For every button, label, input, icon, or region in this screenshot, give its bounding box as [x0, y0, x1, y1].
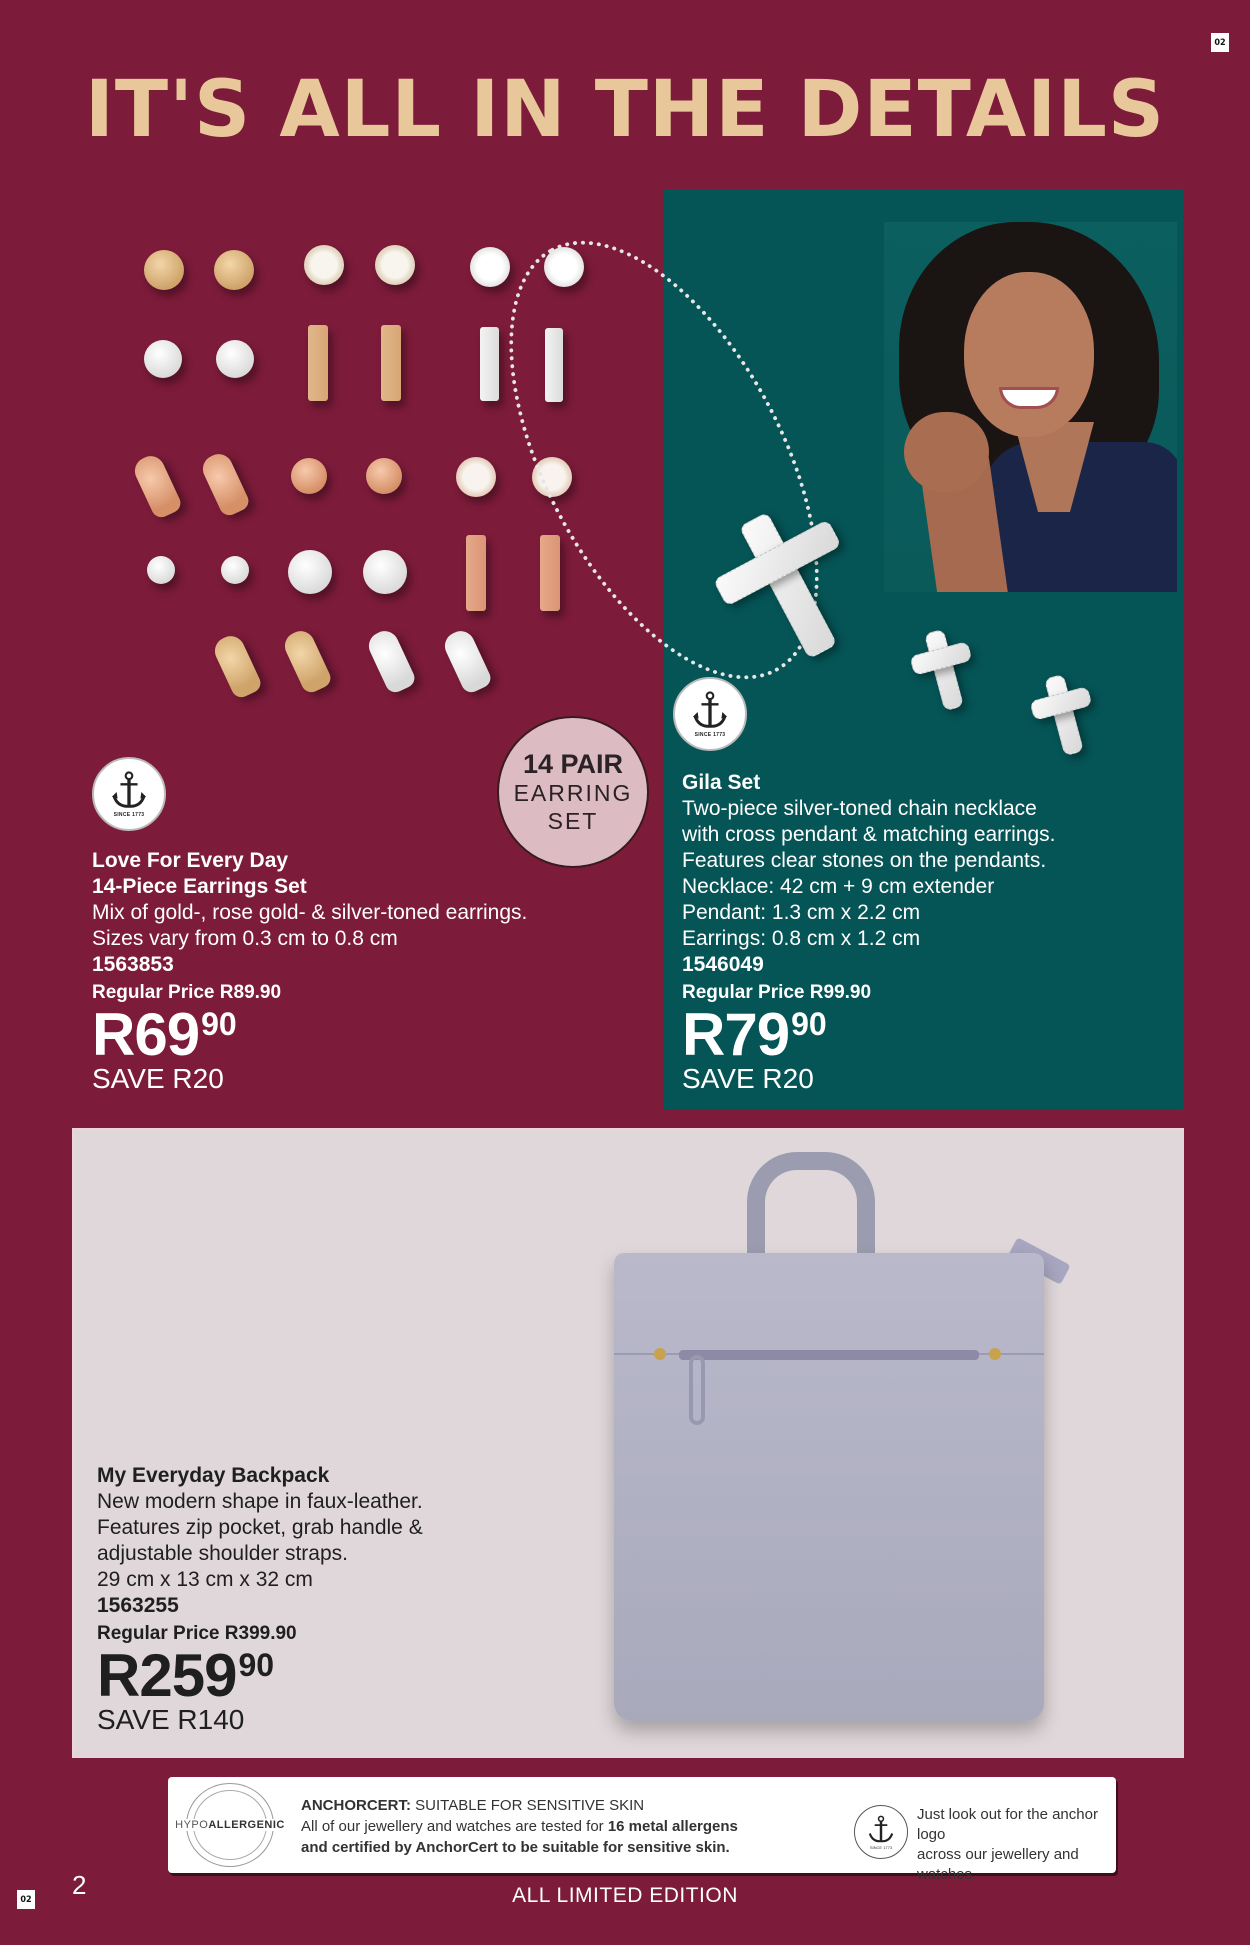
backpack-product-image	[584, 1140, 1084, 1740]
savings-label: SAVE R20	[92, 1063, 224, 1094]
product-backpack	[97, 1463, 423, 1735]
product-description: with cross pendant & matching earrings.	[682, 823, 1056, 846]
earring-silver-wave	[440, 627, 493, 696]
earring-rose-wave	[198, 450, 251, 519]
product-name: Gila Set	[682, 771, 761, 794]
anchor-icon	[867, 1815, 895, 1845]
sale-price-main: R79	[682, 1001, 790, 1068]
bag-zip-pocket	[679, 1350, 979, 1360]
product-description: Necklace: 42 cm + 9 cm extender	[682, 875, 995, 898]
since-label: SINCE 1773	[869, 1844, 893, 1850]
sale-price	[97, 1642, 423, 1709]
anchor-icon	[110, 771, 148, 811]
anchor-icon	[691, 691, 729, 731]
hypoallergenic-label: HYPOALLERGENIC	[175, 1819, 285, 1831]
regular-price: Regular Price R399.90	[97, 1623, 297, 1644]
anchor-certification-badge	[92, 757, 166, 831]
fourteen-pair-badge	[497, 716, 649, 868]
sale-price-cents: 90	[238, 1647, 275, 1683]
product-description: Mix of gold-, rose gold- & silver-toned earrings.	[92, 901, 528, 924]
earring-small-pearl	[221, 556, 249, 584]
earring-rose-wave	[130, 452, 183, 521]
product-name: My Everyday Backpack	[97, 1464, 330, 1487]
earring-large-pearl	[363, 550, 407, 594]
earring-rose-ball	[291, 458, 327, 494]
product-description: adjustable shoulder straps.	[97, 1542, 348, 1565]
badge-line-2: EARRING	[513, 780, 633, 806]
earring-crystal-gold	[304, 245, 344, 285]
sale-price	[682, 1001, 1056, 1068]
product-earrings-set	[92, 848, 527, 1094]
product-description: Sizes vary from 0.3 cm to 0.8 cm	[92, 927, 398, 950]
limited-edition-note: ALL LIMITED EDITION	[512, 1884, 738, 1907]
product-description: Pendant: 1.3 cm x 2.2 cm	[682, 901, 921, 924]
product-description: Features clear stones on the pendants.	[682, 849, 1047, 872]
sale-price-main: R69	[92, 1001, 200, 1068]
earring-crystal-gold	[375, 245, 415, 285]
anchorcert-line-2: All of our jewellery and watches are tested for 16 metal allergens	[301, 1818, 738, 1835]
earring-gold-wave	[210, 632, 263, 701]
product-description: 29 cm x 13 cm x 32 cm	[97, 1568, 313, 1591]
earring-rose-ball	[366, 458, 402, 494]
anchor-logo-badge	[854, 1805, 908, 1859]
sale-price-cents: 90	[201, 1006, 237, 1042]
earring-gold-ball	[214, 250, 254, 290]
earring-crystal-silver	[470, 247, 510, 287]
regular-price: Regular Price R89.90	[92, 982, 282, 1003]
earring-gold-bar	[308, 325, 328, 401]
anchorcert-info-box	[168, 1777, 1116, 1883]
page-tag-bottom: 02	[17, 1890, 35, 1909]
earring-silver-wave	[364, 627, 417, 696]
product-description: Earrings: 0.8 cm x 1.2 cm	[682, 927, 921, 950]
anchorcert-line-3: and certified by AnchorCert to be suitable for sensitive skin.	[301, 1839, 730, 1856]
earring-gold-wave	[280, 627, 333, 696]
badge-line-1: 14 PAIR	[522, 749, 624, 779]
since-label: SINCE 1773	[113, 811, 145, 818]
product-name-line-1: Love For Every Day	[92, 849, 289, 872]
product-name-line-2: 14-Piece Earrings Set	[92, 875, 307, 898]
product-sku: 1563853	[92, 953, 174, 976]
since-label: SINCE 1773	[694, 731, 726, 738]
sale-price-main: R259	[97, 1642, 237, 1709]
earring-gold-ball	[144, 250, 184, 290]
product-description: Features zip pocket, grab handle &	[97, 1516, 423, 1539]
product-sku: 1546049	[682, 953, 764, 976]
anchor-certification-badge	[673, 677, 747, 751]
earring-pearl	[216, 340, 254, 378]
anchorcert-title: ANCHORCERT: SUITABLE FOR SENSITIVE SKIN	[301, 1797, 645, 1814]
anchor-logo-note: Just look out for the anchor logo across our jewellery and watches.	[917, 1806, 1098, 1883]
sale-price-cents: 90	[791, 1006, 827, 1042]
sale-price	[92, 1001, 527, 1068]
earring-silver-bar	[480, 327, 499, 401]
savings-label: SAVE R20	[682, 1063, 814, 1094]
product-sku: 1563255	[97, 1594, 179, 1617]
earring-crystal-rose	[456, 457, 496, 497]
badge-line-3: SET	[547, 808, 599, 834]
earring-rose-bar	[466, 535, 486, 611]
product-gila-set	[682, 770, 1056, 1094]
earring-pearl	[144, 340, 182, 378]
page-number: 2	[72, 1870, 87, 1900]
earring-gold-bar	[381, 325, 401, 401]
bag-body	[614, 1253, 1044, 1721]
earring-large-pearl	[288, 550, 332, 594]
hypoallergenic-seal-icon	[175, 1783, 285, 1867]
cross-earring	[905, 624, 984, 717]
savings-label: SAVE R140	[97, 1704, 245, 1735]
page-tag-top: 02	[1211, 33, 1229, 52]
product-description: New modern shape in faux-leather.	[97, 1490, 423, 1513]
regular-price: Regular Price R99.90	[682, 982, 872, 1003]
anchorcert-description	[301, 1795, 738, 1858]
earring-rose-bar	[540, 535, 560, 611]
earring-small-pearl	[147, 556, 175, 584]
cross-earring	[1025, 669, 1104, 762]
page-headline: IT'S ALL IN THE DETAILS	[84, 65, 1166, 155]
product-description: Two-piece silver-toned chain necklace	[682, 797, 1037, 820]
model-photo	[884, 222, 1177, 592]
